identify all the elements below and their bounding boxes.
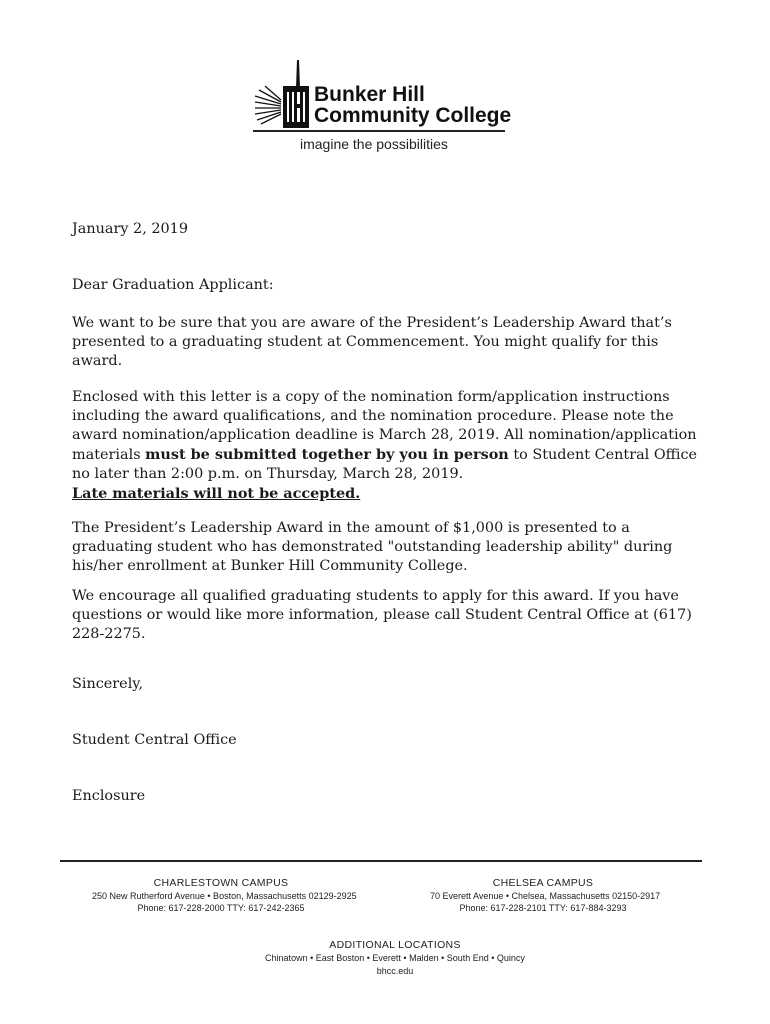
college-name-line1: Bunker Hill (314, 83, 425, 106)
charlestown-campus (92, 876, 357, 914)
footer-divider (60, 860, 702, 862)
college-name (314, 84, 511, 126)
tagline: imagine the possibilities (300, 136, 448, 152)
college-name-line2: Community College (314, 104, 512, 127)
late-materials-warning: Late materials will not be accepted. (72, 485, 361, 503)
chelsea-address: 70 Everett Avenue • Chelsea, Massachusetts 02150-2917 (430, 891, 661, 901)
closing: Sincerely, (72, 676, 144, 693)
charlestown-address: 250 New Rutherford Avenue • Boston, Massachusetts 02129-2925 (92, 891, 357, 901)
additional-locations (230, 938, 560, 978)
charlestown-heading: CHARLESTOWN CAMPUS (153, 877, 289, 889)
enclosure-note: Enclosure (72, 788, 146, 805)
charlestown-phone: Phone: 617-228-2000 TTY: 617-242-2365 (137, 903, 305, 913)
paragraph-award-amount: The President’s Leadership Award in the amount of $1,000 is presented to a graduating student who has demonstrated "outstanding leadership ability" during his/her enrollment at Bunker Hill Community College. (72, 520, 673, 575)
additional-heading: ADDITIONAL LOCATIONS (329, 939, 461, 951)
website: bhcc.edu (376, 966, 414, 976)
chelsea-campus (430, 876, 661, 914)
locations-list: Chinatown • East Boston • Everett • Malden • South End • Quincy (265, 953, 525, 963)
college-logo-icon (253, 60, 313, 132)
paragraph-award-intro: We want to be sure that you are aware of the President’s Leadership Award that’s presented to a graduating student at Commencement. You might qualify for this award. (72, 315, 672, 370)
deadline-text: to Student Central Office no later than 2:00 p.m. on Thursday, March 28, 2019. (72, 447, 698, 483)
letter-date: January 2, 2019 (72, 221, 188, 238)
paragraph-contact: We encourage all qualified graduating students to apply for this award. If you have questions or would like more information, please call Student Central Office at (617) 228-2275. (72, 588, 692, 643)
letterhead-divider (253, 130, 505, 132)
in-person-emphasis: must be submitted together by you in person (145, 446, 509, 464)
paragraph-submission-instructions (72, 388, 712, 504)
salutation: Dear Graduation Applicant: (72, 277, 274, 294)
chelsea-heading: CHELSEA CAMPUS (492, 877, 594, 889)
chelsea-phone: Phone: 617-228-2101 TTY: 617-884-3293 (459, 903, 627, 913)
instructions-text: Enclosed with this letter is a copy of the nomination form/application instructions including the award qualifications, and the nomination procedure. Please note the award nomination/application deadline is March 28, 2019. All nomination/application materials (72, 389, 697, 464)
signature: Student Central Office (72, 732, 237, 749)
